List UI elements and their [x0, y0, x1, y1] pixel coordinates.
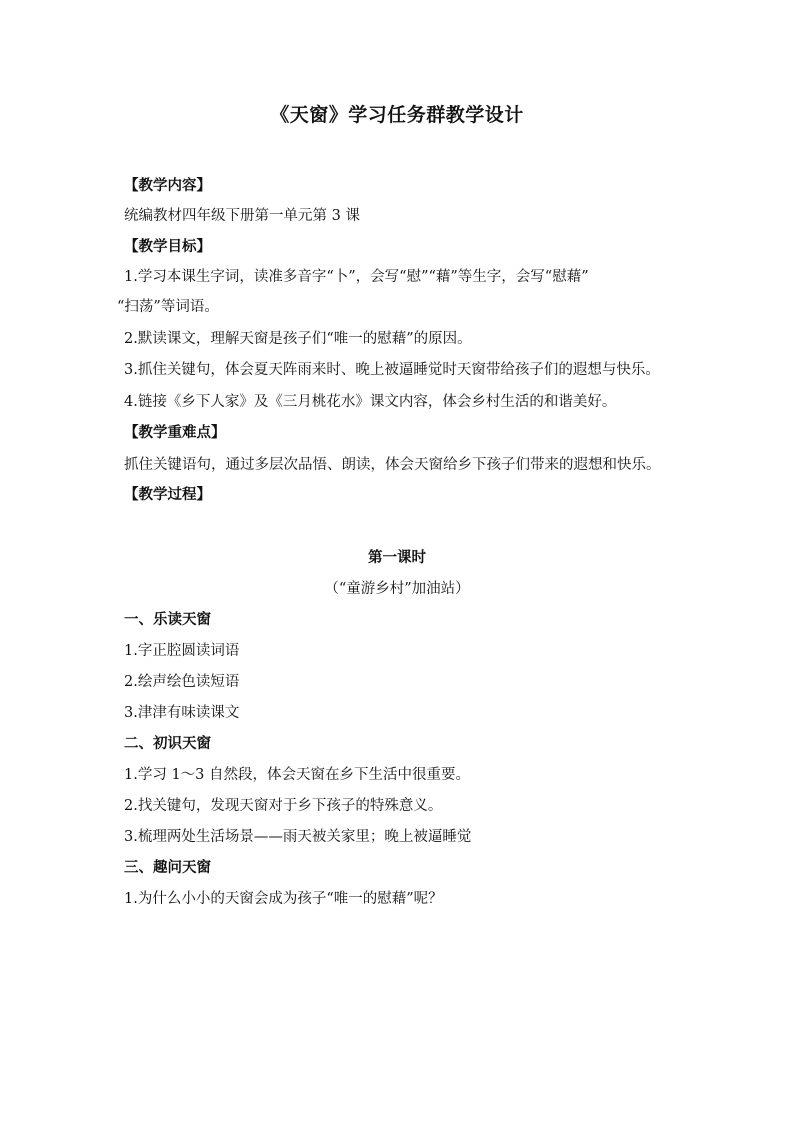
part2-item-2: 2.找关键句，发现天窗对于乡下孩子的特殊意义。	[124, 798, 443, 814]
document-title: 《天窗》学习任务群教学设计	[270, 104, 524, 126]
content-heading: 【教学内容】	[124, 177, 211, 194]
part2-item-1: 1.学习 1～3 自然段，体会天窗在乡下生活中很重要。	[124, 767, 471, 783]
goal-item-2: 2.默读课文，理解天窗是孩子们“唯一的慰藉”的原因。	[124, 331, 472, 347]
lesson-subtitle: （“童游乡村”加油站）	[324, 581, 470, 597]
part3-heading: 三、趣问天窗	[124, 859, 211, 876]
goal-item-4: 4.链接《乡下人家》及《三月桃花水》课文内容，体会乡村生活的和谐美好。	[124, 394, 617, 410]
part1-heading: 一、乐读天窗	[124, 611, 211, 628]
key-heading: 【教学重难点】	[124, 424, 226, 441]
part1-item-1: 1.字正腔圆读词语	[124, 643, 240, 659]
lesson-title: 第一课时	[368, 549, 426, 566]
part3-item-1: 1.为什么小小的天窗会成为孩子“唯一的慰藉”呢？	[124, 891, 443, 907]
part2-heading: 二、初识天窗	[124, 735, 211, 752]
part1-item-3: 3.津津有味读课文	[124, 705, 240, 721]
goal-item-3: 3.抓住关键句，体会夏天阵雨来时、晚上被逼睡觉时天窗带给孩子们的遐想与快乐。	[124, 362, 660, 378]
process-heading: 【教学过程】	[124, 486, 211, 503]
key-text: 抓住关键语句，通过多层次品悟、朗读，体会天窗给乡下孩子们带来的遐想和快乐。	[124, 457, 661, 473]
part2-item-3: 3.梳理两处生活场景——雨天被关家里；晚上被逼睡觉	[124, 829, 472, 845]
part1-item-2: 2.绘声绘色读短语	[124, 674, 240, 690]
goal-item-1: 1.学习本课生字词，读准多音字“卜”，会写“慰”“藉”等生字，会写“慰藉”	[124, 269, 589, 285]
goals-heading: 【教学目标】	[124, 238, 211, 255]
goal-item-1-cont: “扫荡”等词语。	[117, 299, 219, 315]
content-text: 统编教材四年级下册第一单元第 3 课	[124, 208, 360, 224]
